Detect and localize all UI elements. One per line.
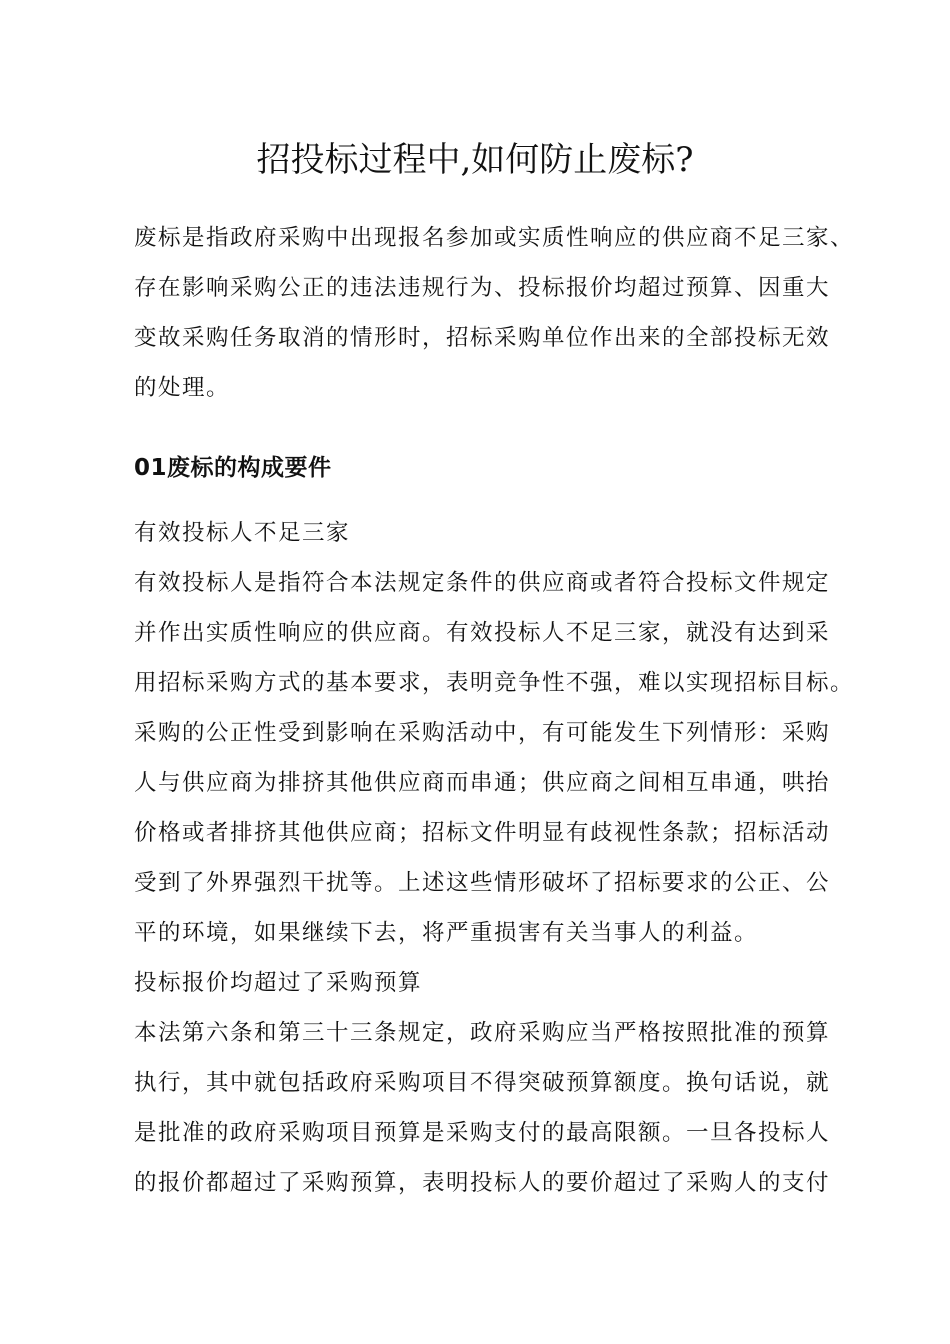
body-line: 平的环境，如果继续下去，将严重损害有关当事人的利益。 [134,920,759,946]
intro-line: 废标是指政府采购中出现报名参加或实质性响应的供应商不足三家、 [134,225,855,251]
intro-line: 变故采购任务取消的情形时，招标采购单位作出来的全部投标无效 [134,325,831,351]
intro-paragraph [134,213,855,413]
subheading-line: 投标报价均超过了采购预算 [134,970,423,996]
intro-line: 存在影响采购公正的违法违规行为、投标报价均超过预算、因重大 [134,275,831,301]
body-line: 本法第六条和第三十三条规定，政府采购应当严格按照批准的预算 [134,1020,831,1046]
body-line: 人与供应商为排挤其他供应商而串通；供应商之间相互串通，哄抬 [134,770,831,796]
body-line: 价格或者排挤其他供应商；招标文件明显有歧视性条款；招标活动 [134,820,831,846]
intro-line: 的处理。 [134,375,231,401]
body-line: 受到了外界强烈干扰等。上述这些情形破坏了招标要求的公正、公 [134,870,831,896]
section-heading: 01废标的构成要件 [134,455,332,481]
body-line: 用招标采购方式的基本要求，表明竞争性不强，难以实现招标目标。 [134,670,855,696]
body-line: 是批准的政府采购项目预算是采购支付的最高限额。一旦各投标人 [134,1120,831,1146]
subheading-line: 有效投标人不足三家 [134,520,351,546]
body-line: 执行，其中就包括政府采购项目不得突破预算额度。换句话说，就 [134,1070,831,1096]
body-line: 有效投标人是指符合本法规定条件的供应商或者符合投标文件规定 [134,570,831,596]
body-text [134,508,855,1208]
body-line: 采购的公正性受到影响在采购活动中，有可能发生下列情形：采购 [134,720,831,746]
body-line: 并作出实质性响应的供应商。有效投标人不足三家，就没有达到采 [134,620,831,646]
document-title: 招投标过程中,如何防止废标? [256,140,694,180]
body-line: 的报价都超过了采购预算，表明投标人的要价超过了采购人的支付 [134,1170,831,1196]
